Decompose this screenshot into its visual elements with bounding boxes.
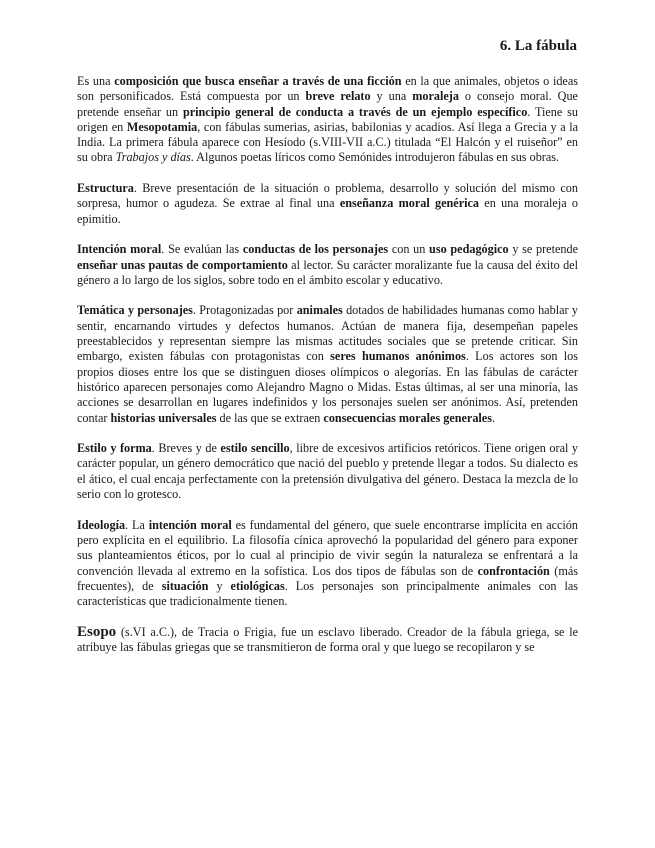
text-run: . Los actores son los propios dioses entre los que se distinguen dioses olímpicos o alegorías. En las fábulas de carácter histórico aparecen personajes como Alejandro Magno o Midas. Estas últimas, al ser una minoría, las acciones se desarrollan en lugares indefinidos y los personajes suelen ser anónimos. Así, pretenden contar	[77, 349, 579, 425]
esopo-paragraph	[77, 625, 578, 656]
bold-text: Estructura	[77, 181, 134, 196]
text-run: . Algunos poetas líricos como Semónides introdujeron fábulas en sus obras.	[190, 150, 560, 165]
bold-text: historias universales	[110, 410, 217, 425]
document-body	[77, 74, 578, 671]
text-run: (s.VI a.C.), de Tracia o Frigia, fue un esclavo liberado. Creador de la fábula griega, se le atribuye las fábulas griegas que se transmitieron de forma oral y que luego se recopilaron y se	[77, 624, 578, 654]
bold-text: Ideología	[77, 517, 126, 532]
text-run: o consejo moral. Que pretende enseñar un	[77, 89, 578, 119]
text-run: y se pretende	[508, 242, 578, 257]
bold-text: principio general de conducta a través de un ejemplo específico	[182, 104, 528, 119]
italic-text: Trabajos y días	[115, 150, 191, 165]
bold-text: breve relato	[305, 89, 371, 104]
bold-text: enseñanza moral genérica	[339, 196, 480, 211]
text-run: dotados de habilidades humanas como hablar y sentir, encarnando virtudes y defectos humanos. Actúan de manera fija, desempeñan papeles preestablecidos y representan siempre las mismas actitudes sociales que se pretende criticar. Sin embargo, existen fábulas con protagonistas con	[77, 303, 578, 364]
text-run: es fundamental del género, que suele encontrarse implícita en acción pero explícita en el equilibrio. La filosofía cínica aprovechó la popularidad del género para exponer sus planteamientos éticos, por lo cual al principio de vivir según la naturaleza se enfrentará a la convención llevada al extremo en la sofística. Los dos tipos de fábulas son de	[77, 517, 578, 578]
bold-text: conductas de los personajes	[242, 242, 389, 257]
text-run: . Breves y de	[151, 441, 221, 456]
bold-text: Mesopotamia	[126, 119, 198, 134]
tematica-paragraph	[77, 303, 578, 425]
bold-text: uso pedagógico	[429, 242, 509, 257]
text-run: al lector. Su carácter moralizante fue la causa del éxito del género a lo largo de los siglos, sobre todo en el ámbito escolar y educativo.	[77, 257, 578, 287]
bold-text: intención moral	[148, 517, 232, 532]
bold-text: seres humanos anónimos	[330, 349, 466, 364]
intencion-moral-paragraph	[77, 242, 578, 288]
bold-text: Estilo y forma	[77, 441, 152, 456]
text-run: y	[208, 578, 231, 593]
text-run: (más frecuentes), de	[77, 563, 578, 593]
ideologia-paragraph	[77, 518, 578, 610]
bold-text: consecuencias morales generales	[323, 410, 492, 425]
text-run: con un	[388, 242, 430, 257]
bold-text: etiológicas	[230, 578, 285, 593]
text-run: en una moraleja o epimitio.	[77, 196, 578, 226]
text-run: . La	[125, 517, 149, 532]
text-run: . Los personajes son principalmente animales con las características que tradicionalmente tienen.	[77, 578, 578, 609]
text-run: . Breve presentación de la situación o problema, desarrollo y solución del mismo con sorpresa, humor o agudeza. Se extrae al final una	[77, 181, 578, 211]
text-run: . Protagonizadas por	[192, 303, 297, 318]
bold-text: situación	[161, 578, 209, 593]
bold-text: confrontación	[477, 563, 550, 578]
bold-text: animales	[296, 303, 343, 318]
bold-text: Intención moral	[77, 242, 162, 257]
bold-text: Esopo	[77, 623, 117, 640]
page-title: 6. La fábula	[499, 38, 577, 54]
text-run: .	[491, 410, 496, 425]
text-run: . Tiene su origen en	[77, 104, 578, 134]
text-run: , con fábulas sumerias, asirias, babilonias y acadios. Así llega a Grecia y a la India. La primera fábula aparece con Hesíodo (s.VIII-VII a.C.) titulada “El Halcón y el ruiseñor” en su obra	[77, 119, 579, 165]
intro-paragraph	[77, 74, 578, 166]
estilo-paragraph	[77, 441, 578, 502]
text-run: de las que se extraen	[216, 410, 324, 425]
bold-text: estilo sencillo	[220, 441, 290, 456]
text-run: y una	[370, 89, 413, 104]
text-run: en la que animales, objetos o ideas son personificados. Está compuesta por un	[77, 74, 578, 104]
bold-text: Temática y personajes	[77, 303, 193, 318]
text-run: Es una	[77, 74, 115, 88]
text-run: , libre de excesivos artificios retóricos. Tiene origen oral y carácter popular, un género democrático que nació del pueblo y pretende llegar a todos. Su dialecto es el ático, el cual encaja perfectamente con la pretensión divulgativa del género. Destaca la mezcla de lo serio con lo grotesco.	[77, 441, 579, 502]
bold-text: composición que busca enseñar a través de una ficción	[114, 74, 402, 88]
text-run: . Se evalúan las	[161, 242, 243, 257]
estructura-paragraph	[77, 181, 578, 227]
bold-text: enseñar unas pautas de comportamiento	[77, 257, 288, 272]
bold-text: moraleja	[412, 89, 459, 104]
